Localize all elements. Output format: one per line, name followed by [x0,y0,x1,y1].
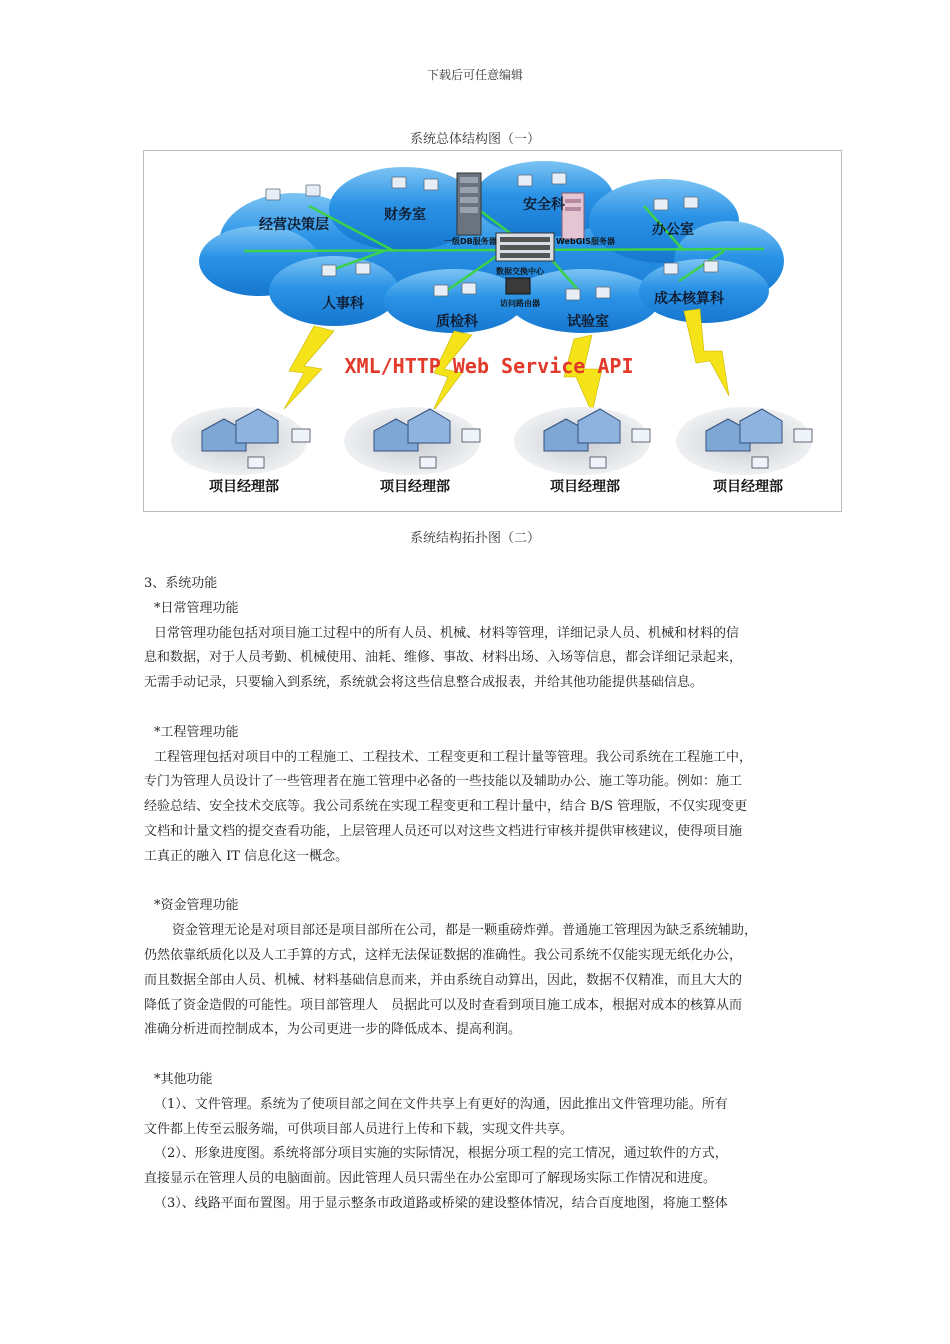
other-line-3: （2）、形象进度图。系统将部分项目实施的实际情况，根据分项工程的完工情况，通过软件的方式， [154,1146,728,1162]
dept-label-decision: 经营决策层 [259,217,329,233]
project-label-4: 项目经理部 [713,479,783,495]
system-diagram [143,150,842,512]
document-body [144,572,814,1217]
daily-line-3: 无需手动记录，只要输入到系统，系统就会将这些信息整合成报表，并给其他功能提供基础信息。 [144,675,704,691]
funds-line-2: 仍然依靠纸质化以及人工手算的方式，这样无法保证数据的准确性。我公司系统不仅能实现无纸化办公， [144,947,743,963]
funds-line-1: 资金管理无论是对项目部还是项目部所在公司，都是一颗重磅炸弹。普通施工管理因为缺乏系统辅助， [172,923,758,939]
project-site-4 [676,407,812,475]
api-label: XML/HTTP Web Service API [344,354,634,378]
other-title: *其他功能 [154,1071,213,1087]
dept-label-office: 办公室 [652,222,694,238]
project-label-1: 项目经理部 [209,479,279,495]
web-server-icon [562,193,584,239]
router-label: 访问路由器 [500,299,540,308]
web-server-label: WebGIS服务器 [556,237,615,246]
engineering-line-3: 经验总结、安全技术交底等。我公司系统在实现工程变更和工程计量中，结合 B/S 管理版，不仅实现变更 [144,799,748,815]
dept-label-quality: 质检科 [436,314,478,330]
data-center-label: 数据交换中心 [496,267,544,276]
engineering-title: *工程管理功能 [154,724,239,740]
other-line-1: （1）、文件管理。系统为了使项目部之间在文件共享上有更好的沟通，因此推出文件管理功能。所有 [154,1096,728,1112]
other-line-4: 直接显示在管理人员的电脑面前。因此管理人员只需坐在办公室即可了解现场实际工作情况和进度。 [144,1171,717,1187]
page-header: 下载后可任意编辑 [426,68,523,82]
project-site-2 [344,407,480,475]
daily-line-1: 日常管理功能包括对项目施工过程中的所有人员、机械、材料等管理，详细记录人员、机械和材料的信 [154,625,740,641]
dept-label-lab: 试验室 [567,314,609,330]
dept-label-safety: 安全科 [523,197,565,213]
figure-caption-2: 系统结构拓扑图（二） [409,531,540,546]
dept-label-finance: 财务室 [384,207,426,223]
project-site-3 [514,407,650,475]
other-line-5: （3）、线路平面布置图。用于显示整条市政道路或桥梁的建设整体情况，结合百度地图，将施工整体 [154,1195,728,1211]
funds-title: *资金管理功能 [154,898,239,914]
engineering-line-2: 专门为管理人员设计了一些管理者在施工管理中必备的一些技能以及辅助办公、施工等功能。例如：施工 [144,774,743,790]
project-site-1 [171,407,310,475]
engineering-line-4: 文档和计量文档的提交查看功能，上层管理人员还可以对这些文档进行审核并提供审核建议，使得项目施 [144,823,743,839]
section-title: 3、系统功能 [144,576,218,591]
project-label-2: 项目经理部 [380,479,450,495]
db-server-label: 一级DB服务器 [444,237,497,246]
funds-line-3: 而且数据全部由人员、机械、材料基础信息而来，并由系统自动算出，因此，数据不仅精准，而且大大的 [144,972,743,988]
funds-line-5: 准确分析进而控制成本，为公司更进一步的降低成本、提高利润。 [144,1022,522,1038]
project-label-3: 项目经理部 [550,479,620,495]
db-server-icon [457,173,481,235]
other-line-2: 文件都上传至云服务端，可供项目部人员进行上传和下载，实现文件共享。 [144,1121,574,1137]
engineering-line-5: 工真正的融入 IT 信息化这一概念。 [144,848,349,864]
data-center-icon [496,233,554,261]
router-icon [506,278,530,294]
daily-line-2: 息和数据，对于人员考勤、机械使用、油耗、维修、事故、材料出场、入场等信息，都会详细记录起来， [144,650,743,666]
engineering-line-1: 工程管理包括对项目中的工程施工、工程技术、工程变更和工程计量等管理。我公司系统在工程施工中， [154,749,753,765]
dept-label-cost: 成本核算科 [654,291,724,307]
figure-caption-1: 系统总体结构图（一） [409,132,540,147]
daily-title: *日常管理功能 [154,600,239,616]
network-cloud [199,161,784,333]
dept-label-hr: 人事科 [322,296,364,312]
funds-line-4: 降低了资金造假的可能性。项目部管理人 员据此可以及时查看到项目施工成本，根据对成本的核算从而 [144,997,743,1013]
